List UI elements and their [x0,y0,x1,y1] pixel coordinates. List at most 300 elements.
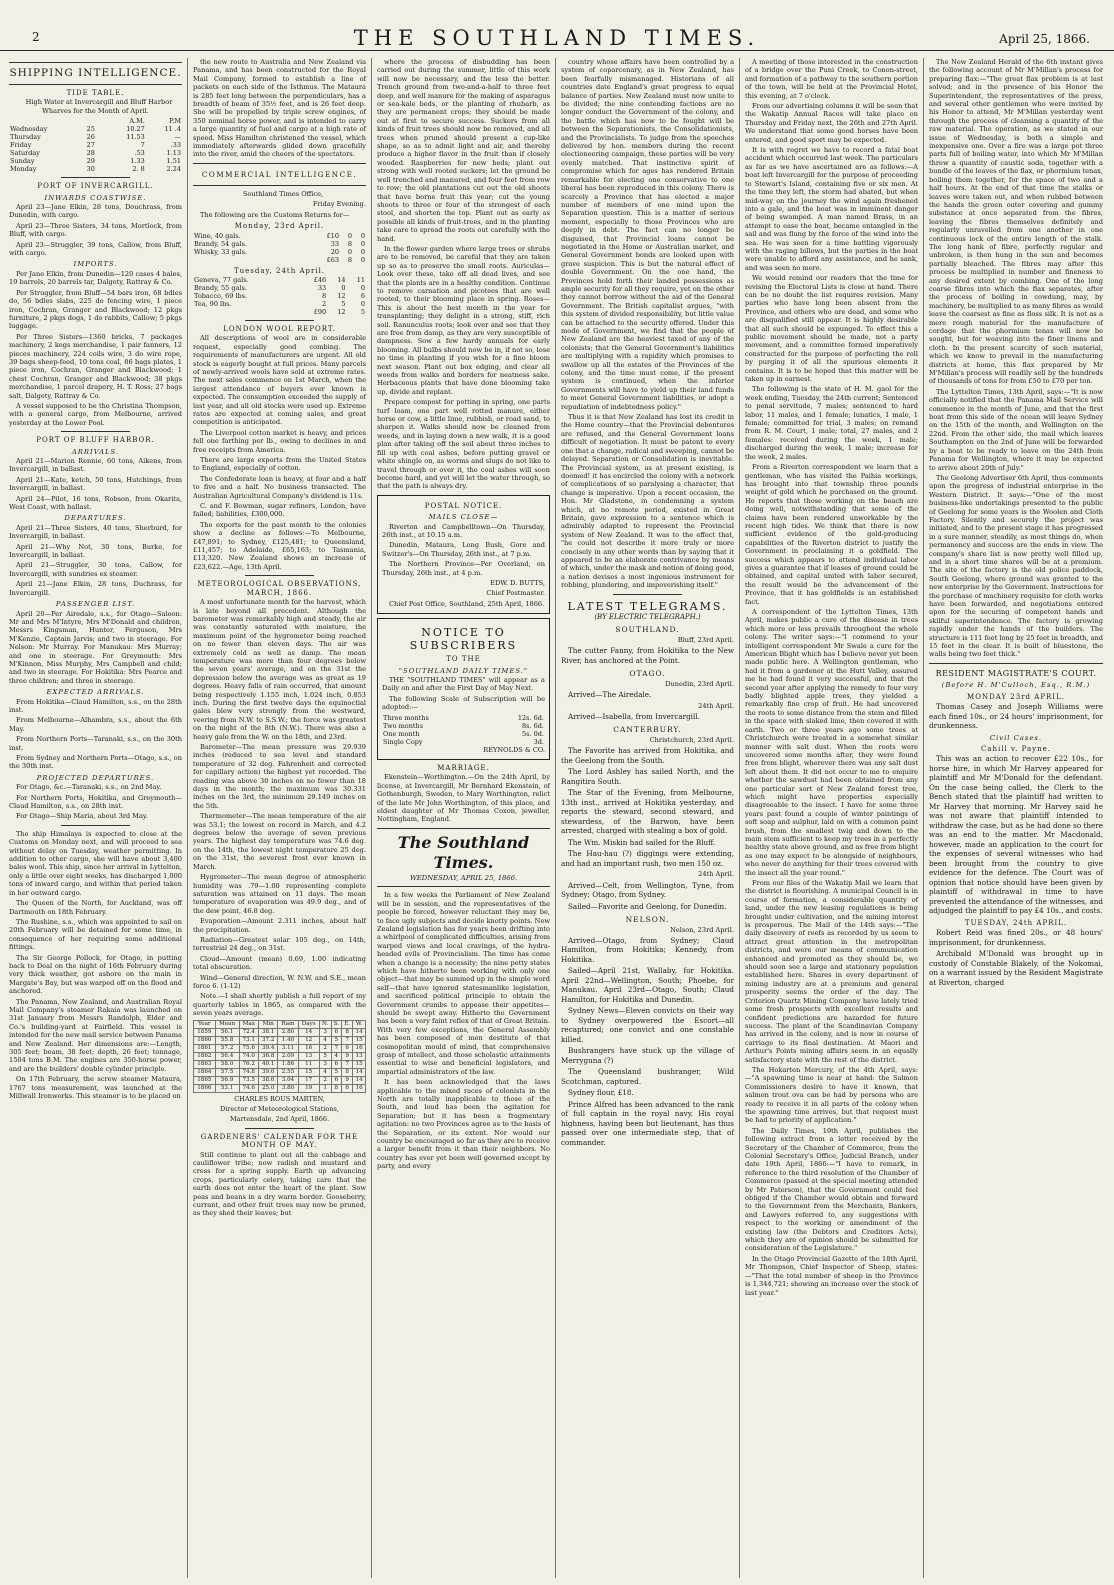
customs-total: 0 [360,255,365,264]
weather-cell: 7 [342,1036,353,1044]
customs-item: Brandy, 54 gals. [194,239,247,248]
article-paragraph: Thermometer—The mean temperature of the air was 53.1; the lowest on record in March, and 4.2 degrees below the average of seven previous years. The highest day temperature was 74.6 deg. on the 14th, the lowest night temperature 25 deg. on the 31st, the severest frost ever known in March. [193,812,366,871]
article-paragraph: Prepare compost for potting in spring, one parts turf loam, one part well rotted manure, either horse or cow, a little lime, rubbish, or road sand, to sharpen it. Walks should now be cleaned from weeds, and in laying down a new walk, it is a good plan after taking off the soil about three inches to fill up with coal ashes, before putting gravel or white shingle on, as worms and slugs do not like to travel through or over it, the coal ashes will soon become hard, and yet will let the water through, so that the path is always dry. [377,398,550,491]
weather-cell: 1864 [194,1068,216,1076]
divider [245,320,314,321]
weather-cell: 5 [331,1068,342,1076]
weather-col-header: Rain [278,1020,298,1028]
customs-shillings: 5 [341,299,346,308]
article-paragraph: The exports for the past month to the colonies show a decline as follows:—To Melbourne, £47,891; to Sydney, £125,481; to Queensland, £11,457; to Adelaide, £65,163; to Tasmania, £13,320. New Zealand shows an increase of £23,622.—Age, 13th April. [193,520,366,571]
weather-cell: 16 [353,1044,366,1052]
weather-cell: 15 [353,1036,366,1044]
weather-cell: 2.80 [278,1028,298,1036]
customs-total: £90 [313,307,327,316]
table-row [194,1044,366,1052]
subscriber-notice-to: TO THE [446,655,481,664]
shipping-entry: April 21—Marion Rennie, 60 tons, Aikens, from Invercargill, in ballast. [9,457,182,474]
weather-col-header: S. [331,1020,342,1028]
subscription-price: 12s. 6d. [517,713,544,722]
postal-signature: EDW. D. BUTTS, [490,578,545,587]
divider [61,825,130,826]
weather-cell: 2.09 [278,1052,298,1060]
subheading-port-invercargill: PORT OF INVERCARGILL. [37,182,154,191]
weather-cell: 25.0 [258,1084,277,1092]
weather-cell: 39.0 [258,1068,277,1076]
local-news-paragraph: The Daily Times, 19th April, publishes the following extract from a letter received by the Secretary of the Chamber of Commerce, from the Colonial Secretary's Office, Judicial Branch, under date 19th April, 1866:—"I have to remark, in reference to the third resolution of the Chamber of Commerce (passed at the special meeting attended by Mr Paterson), that the Government could feel obliged if the Chamber would obtain and forward to the Government from the Merchants, Bankers, and Lawyers referred to, any suggestions with respect to the working or amendment of the existing law (the Debtors and Creditors Acts), which they are of opinion should be submitted for consideration of the Legislature." [745,1126,918,1253]
weather-col-header: Mean [215,1020,239,1028]
table-row [382,730,545,738]
shipping-entry: April 21—Why Not, 30 tons, Burke, for Invercargill, in ballast. [9,542,182,560]
office-line: Southland Times Office, [242,189,324,198]
weather-cell: 17 [298,1076,319,1084]
article-paragraph: Radiation—Greatest solar 105 deg., on 14th, terrestrial 24 deg., on 31st. [193,935,366,953]
subheading-arrivals: ARRIVALS. [71,447,120,456]
table-row [193,248,366,256]
shipping-paragraph: The Queen of the North, for Auckland, was off Dartmouth on 18th February. [9,899,182,916]
shipping-entry: For Northern Ports, Hokitika, and Greymouth—Claud Hamilton, s.s., on 28th inst. [9,793,182,811]
local-news-paragraph: From our files of the Wakatip Mail we learn that the district is flourishing. A municipal Council is in course of formation, a considerable quantity of land, under the new leasing regulations is being brought under cultivation, and the mining interest is prosperous. The Mail of the 14th says:—"The daily discovery of reefs as recorded by us seem to attract great attention in the metropolitan districts, and were our means of communication enhanced and promoted as they should be, we should soon see a large and stationary population established here. Shares in every department of mining industry are at a premium and general prosperity seems the order of the day. The Criterion Quartz Mining Company have lately tried some fresh prospects with excellent results and confident predictions are hazarded for future success. The plant of the Scandinavian Company has arrived in the colony, and is now in course of carriage to its final destination. At Maori and Arthur's Points mining affairs seem in an equally satisfactory state with the rest of the district. [745,879,918,1064]
local-news-paragraph: The Geelong Advertiser 6th April, thus comments upon the progress of industrial enterprise in the Western District. It says:—"One of the most business-like undertakings presented to the public of Geelong for some years is the Woolen and Cloth Factory. Silently and securely the project was initiated, and to the present stage it has progressed in a sure manner, steadily, as most things do, when permanency and success are the ends in view. The company's share list is now pretty well filled up, and in a short time shares will be at a premium. The site of the factory is the old police paddock, South Geelong, where ground was granted to the new enterprise by the Government. Instructions for the purchase of machinery requisite for cloth works have been forwarded, and negotiations entered upon for the securing of competent hands and skilful superintendence. The factory is growing rapidly under the hands of the builders. The structure is 111 feet long by 25 feet in breadth, and 15 feet in the clear. It is built of bluestone, the walls being two feet thick." [929,473,1103,659]
weather-cell: 14 [353,1028,366,1036]
shipping-entry: April 23—Jane Elkin, 28 tons, Douchrass, from Dunedin, with cargo. [9,203,182,220]
table-row [194,1036,366,1044]
shipping-paragraph: The Rushine, s.s., which was appointed to sail on 20th February will be detained for some time, in consequence of her requiring some additional fittings. [9,917,182,952]
article-paragraph: The Liverpool cotton market is heavy, and prices fell one farthing per lb., owing to declines in and free receipts from America. [193,428,366,454]
article-paragraph: Evaporation—Amount 2.311 inches, about half the precipitation. [193,917,366,934]
table-row [194,1060,366,1068]
editorial-paragraph: country whose affairs have been controlled by a system of coparcenary, as in New Zealand, has been fearfully mismanaged. Historians of all countries date England's great progress to equal balance of parties. New Zealand must now unite to be divided; the nine contending factions are no longer conduct the Government of the colony, and the battle which has now to be fought will be between the Separationists, the Consolidationists, and the Provincialists. To judge from the speeches delivered by hon. members during the recent electioneering campaign, these parties will be very evenly matched. That instinctive spirit of compromise which for ages has rendered Britain remarkable for electing one conservative to one liberal has been reproduced in this colony. There is scarcely a Province that has elected a major number of members of one mind upon the Separation question. This is a matter of serious moment, especially to those Provinces who are deeply in debt. The fact can no longer be disguised, that Provincial loans cannot be negotiated in the Home or Australian market, and General Government bonds are looked upon with grave suspicion. This is but the natural effect of double Government. On the one hand, the Provinces hold forth their landed possessions as ample security for all they require, yet on the other they cannot borrow without the aid of the General Government. The British capitalist argues, "with this system of divided responsibility, but little value can be attached to the security offered. Under this mode of Government, we find that the people of New Zealand are the heaviest taxed of any of the colonists; that the General Government's liabilities are multiplying with a rapidity which promises to swallow up all the estates of the Provinces of the colony, and the time must come, if the present system is continued, when the inferior Governments will have to yield up their land funds to meet General Government liabilities, or adopt a repudiation of indebtedness policy." [561,58,734,411]
telegram-item: Arrived—Isabella, from Invercargill. [568,711,700,721]
issue-date: April 25, 1866. [999,32,1090,46]
shipping-paragraph: The Sir George Pollock, for Otago, in putting back to Deal on the night of 16th February during very thick weather, got ashore on the main in Margate's Bay, but was warped off on the flood and anchored. [9,953,182,996]
postal-item: Dunedin, Mataura, Long Bush, Gore and Switzer's—On Thursday, 26th inst., at 7 p.m. [382,541,545,558]
customs-pounds: 8 [322,291,327,300]
weather-cell: 8 [342,1028,353,1036]
article-paragraph: In the flower garden where large trees or shrubs are to be removed, be careful that they are taken up so as to preserve the small roots. Auriculas—Look over these, take off all dead lives, and see that the plants are in a healthy condition. Continue to remove carnation and picotees that are well rooted, to their blooming place in spring. Roses—This is about the best month in the year for transplanting; they delight in a strong, stiff, rich soil. Ranunculus roots; look over and see that they are free from damp, as they are very susceptible of dampness. Sow a few hardy annuals for early blooming. All bulbs should now be in, if not so, lose no time in planting if you wish for a fine bloom next season. Plant out box edging, and clear all weeds from walks and borders for neatness sake. Herbaceous plants that have done blooming take up, divide and replant. [377,244,550,396]
weather-cell: 8 [331,1084,342,1092]
weather-col-header: W. [353,1020,366,1028]
weather-cell: 3.80 [278,1084,298,1092]
shipping-entry: For Otago, &c.—Taranaki, s.s., on 2nd May. [16,783,162,792]
weather-col-header: E. [342,1020,353,1028]
telegram-item: The Lord Ashley has sailed North, and the Rangitira South. [561,767,734,786]
gardeners-calendar-heading: GARDENERS' CALENDAR FOR THE MONTH OF MAY. [200,1132,359,1150]
telegram-region: NELSON. [625,915,670,925]
subheading-inwards: INWARDS COASTWISE. [44,193,147,202]
local-news-paragraph: From a Riverton correspondent we learn that a gentleman, who has visited the Paihia workings, has brought into that township three pounds weight of gold which he purchased on the ground. He reports that those working on the beach are doing well, notwithstanding that some of the claims have been rendered unworkable by the recent high tides. We think that there is now sufficient evidence of the gold-producing capabilities of the Riverton district to justify the Government in proclaiming it a goldfield. The success which appears to attend individual labor gives a guarantee that if leases of ground could be obtained, and capital united with labor secured, the result would be the advancement of the Province, that it has goldfields is an established fact. [745,463,918,606]
shipping-entry: From Melbourne—Alhambra, s.s., about the 6th May. [9,716,182,733]
meteorology-heading: METEOROLOGICAL OBSERVATIONS, MARCH, 1866. [197,580,362,597]
customs-pence: 11 [356,275,365,284]
weather-cell: 3 [319,1028,331,1036]
local-news-paragraph: It is with regret we have to record a fatal boat accident which occurred last week. The particulars as far as we have ascertained are as follows:—A boat left Invercargill for the purpose of proceeding to Stewart's Island, containing five or six men. At the time they left, the storm had abated, but when mid-way on the journey the wind again freshened into a gale, and the boat was in imminent danger of being swamped. A man named Brass, in an attempt to ease the boat, became entangled in the sail and was flung by the force of the wind into the sea. He was seen for a time battling vigorously with the raging billows, but the parties in the boat were unable to afford any assistance, and he sank, and was seen no more. [745,146,918,272]
subheading-expected-arrivals: EXPECTED ARRIVALS. [46,688,145,697]
tide-day: Friday [10,141,32,150]
weather-cell: 4 [331,1052,342,1060]
local-news-paragraph: The New Zealand Herald of the 6th instant gives the following account of Mr M'Millan's process for preparing flax:—"The great flax problem is at last solved; and in the presence of his Honor the Superintendent, the representatives of the press, and several other gentlemen who were invited by his Honor to attend, Mr M'Millan yesterday went through the process of cleansing a quantity of the raw material. The operation, as we stated in our issue of Wednesday, is both a simple and inexpensive one. Over a fire was a large pot three parts full of boiling water, into which Mr M'Millan threw a quantity of caustic soda, together with a bundle of the leaves of the flax, or phormium tenax, boiling them together, for the space of two and a half hours. At the end of that time the stalks or leaves were taken out, and when rubbed between the hands the green outer covering and gummy substance at once separated from the fibres, leaving the fibres themselves definitely and regularly unravelled from one another in one continuous lock of the entire length of the stalk. The long hank of fibre, perfectly regular and unbroken, is then hung in the sun and becomes partially bleached. The fibres may after this process be multiplied in number and fineness to any desired extent by combing. One of the long coarse fibres into which the flax separates, after the process of boiling in cowdung, may, by machinery, be multiplied to as many fibres as would leave the coarsest as fine as floss silk. It is not as a mere rough material for the manufacture of cordage that the phormium tenax will now be sought, but for weaving into the finer linens and cloth. In the present scarcity of such material, which we know to prevail in the manufacturing districts at home, this flax prepared by Mr M'Millan's process will readily sell by the hundreds of thousands of tons for from £50 to £70 per ton. [929,58,1103,386]
court-item: Thomas Casey and Joseph Williams were each fined 10s., or 24 hours' imprisonment, for drunkenness. [929,702,1103,731]
divider [245,1128,314,1129]
shipping-entry: Per Jane Elkin, from Dunedin—120 cases 4 bales, 19 barrels, 20 barrels tar, Dalgety, Rattray & Co. [9,269,182,287]
shipping-entry: From Northern Ports—Taranaki, s.s., on the 30th inst. [9,735,182,752]
table-row [9,141,182,149]
subscriber-notice-heading: NOTICE TO SUBSCRIBERS [409,626,518,653]
tide-intro: High Water at Invercargill and Bluff Harbor Wharves for the Month of April. [25,98,173,115]
customs-total: 8 [347,255,352,264]
column-1 [4,58,188,1578]
tide-date: 28 [86,149,95,158]
customs-item: Brandy, 55 gals. [194,283,247,292]
masthead [0,28,1114,51]
weather-col-header: Max [239,1020,258,1028]
weather-cell: 9 [342,1076,353,1084]
tide-day: Saturday [10,149,40,158]
article-paragraph: Wind—General direction, W. N.W. and S.E., mean force 6. (1-12) [193,973,366,990]
shipping-entry: April 23—Struggler, 39 tons, Callow, from Bluff, with cargo. [9,240,182,258]
weather-cell: 1865 [194,1076,216,1084]
telegram-region: OTAGO. [629,669,666,679]
weather-cell: 57.5 [215,1068,239,1076]
shipping-entry: For Otago—Ship Maria, about 3rd May. [16,812,148,821]
telegram-item: Arrived—Otago, from Sydney; Claud Hamilton, from Hokitika; Kennedy, from Hokitika. [561,935,734,964]
weather-cell: 9 [342,1052,353,1060]
weather-cell: 3.11 [278,1044,298,1052]
tide-pm: 11 .4 [164,125,181,134]
telegram-dateline: 24th April. [698,870,734,879]
weather-cell: 1.86 [278,1060,298,1068]
weather-cell: 38.6 [258,1076,277,1084]
weather-cell: 74.0 [239,1052,258,1060]
telegram-item: Bushrangers have stuck up the village of Merryguna (?) [561,1046,734,1065]
divider [193,163,366,164]
local-news-paragraph: In the Otago Provincial Gazette of the 18th April, Mr Thompson, Chief Inspector of Sheep, states:—"That the total number of sheep in the Province is 1,344,721; showing an increase over the stock of last year." [745,1254,918,1297]
customs-intro: The following are the Customs Returns for— [200,210,350,219]
court-day: MONDAY 23rd APRIL. [967,692,1065,701]
page-number: 2 [32,30,40,44]
table-row [9,157,182,165]
subscription-term: Two months [383,721,424,730]
weather-col-header: Days [298,1020,319,1028]
postal-mails-close: MAILS CLOSE— [428,513,499,522]
court-item: Archibald M'Donald was brought up in custody of Constable Blakely, of the Nokomai, on a warrant issued by the Resident Magistrate at Riverton, charged [929,949,1103,987]
article-paragraph: Barometer—The mean pressure was 29.939 inches (reduced to sea level and standard temperature of 32 deg. Fahrenheit and corrected for capillary action) the highest yet recorded. The reading was above 30 inches on no fewer than 18 days in the month; the maximum was 30.331 inches on the 3rd, the minimum 29.149 inches on the 5th. [193,743,366,810]
table-row [194,1068,366,1076]
divider [377,828,550,829]
weather-cell: 74.6 [239,1084,258,1092]
customs-item: Wine, 40 gals. [194,231,241,240]
customs-pounds: £46 [313,275,327,284]
weather-cell: 1866 [194,1084,216,1092]
subheading-departures: DEPARTURES. [64,514,127,523]
tide-pm: 1.13 [166,149,181,158]
local-news-paragraph: A correspondent of the Lyttelton Times, 13th April, makes public a cure of the disease in trees which more or less prevails throughout the whole colony. The writer says:—"I commend to your intelligent correspondent Mr Swale a cure for the American Blight which has I believe never yet been made public here. A Wellington gentleman, who had it from a gardener at the Hutt Valley, assured me he had found it very successful, and that the second year after applying the remedy to four very badly blighted apple trees, they yielded a remarkably fine crop of fruit. He had uncovered the roots to some distance from the stem and filled in the space with slaked lime, then covered it with earth. Two or three years ago some trees at Christchurch were treated in a somewhat similar manner with salt dust. When the roots were uncovered some months after, they were found free from blight, wherever there was any salt dust left about them. It did not occur to me to enquire whether the sawdust had been obtained from any one particular sort of New Zealand forest tree, which might have properties especially disagreeable to the insect. I have for some three years past found a couple of winter paintings of soft soap and sulphur, laid on with a common paint brush, from the smallest twig and down to the main stem sufficient to keep my trees in a perfectly healthy state above ground, and as free from blight as one may expect to be alongside of neighbours, who never do anything for their trees covered with the insect all the year round." [745,608,918,877]
weather-cell: 6 [331,1028,342,1036]
weather-cell: 19 [298,1084,319,1092]
table-row [194,1084,366,1092]
divider [377,886,550,887]
customs-pence: 0 [360,239,365,248]
weather-cell: 6 [342,1084,353,1092]
postal-notice-heading: POSTAL NOTICE. [424,501,503,510]
court-item: This was an action to recover £22 10s., for horse hire, in which Mr Harvey appeared for plaintiff and Mr M'Donald for the defendant. On the case being called, the Clerk to the Bench stated that the plaintiff had written to Mr Harvey that morning. Mr Harvey said he was not aware that plaintiff intended to withdraw the case, but as he had done so there was an end to the matter. Mr Macdonald, however, made an application to the court for the expenses of several witnesses who had been brought from the country to give evidence for the defence. The Court was of opinion that notice should have been given by plaintiff of withdrawal in time to have prevented the attendance of the witnesses, and adjudged the plaintiff to pay £4 10s., and costs. [929,754,1103,916]
court-item: Robert Reid was fined 20s., or 48 hours' imprisonment, for drunkenness. [929,928,1103,947]
weather-cell: 14 [353,1076,366,1084]
tide-day: Wednesday [10,125,48,134]
customs-pounds: £10 [326,231,339,240]
telegram-item: Sydney flour, £18. [568,1088,634,1098]
tide-pm: .33 [170,141,181,150]
latest-telegrams-heading: LATEST TELEGRAMS. [567,599,728,613]
subscription-term: Single Copy [383,737,423,746]
weather-cell: 3 [319,1060,331,1068]
postal-item: Riverton and Campbelltown—On Thursday, 26th inst., at 10.15 a.m. [382,522,545,539]
telegram-item: Sydney News—Eleven convicts on their way to Sydney overpowered the Escort—all recaptured; one convict and one constable killed. [561,1006,734,1044]
weather-cell: 6 [331,1060,342,1068]
column-2 [188,58,372,1578]
weather-cell: 36.8 [258,1052,277,1060]
subscription-price: 5s. 0d. [522,729,544,738]
signature-title: Director of Meteorological Stations, [220,1105,339,1113]
column-6 [924,58,1108,1578]
customs-shillings: 0 [347,231,352,240]
weather-cell: 74.8 [239,1068,258,1076]
weather-table [193,1020,366,1093]
subscriber-notice-signature: REYNOLDS & CO. [483,745,545,754]
telegram-item: The Queensland bushranger, Wild Scotchman, captured. [561,1067,734,1086]
weather-cell: 76.2 [239,1060,258,1068]
divider [193,185,366,186]
subheading-projected-departures: PROJECTED DEPARTURES. [36,773,155,782]
shipping-entry: From Hokitika—Claud Hamilton, s.s., on the 28th inst. [9,697,182,714]
weather-col-header: Year [194,1020,216,1028]
shipping-paragraph: The Panama, New Zealand, and Australian Royal Mail Company's steamer Rakaia was launched on 31st January from Messrs Randolph, Elder and Co.'s building-yard at Fairfield. This vessel is intended for the new mail service between Panama and New Zealand. Her dimensions are:—Length, 305 feet; beam, 38 feet; depth, 26 feet; tonnage, 1504 tons B.M. The engines are 350-horse power, and are the builders' double cylinder principle. [9,997,182,1073]
article-paragraph: the new route to Australia and New Zealand via Panama, and has been constructed for the Royal Mail Company, formed to establish a line of packets on each side of the Isthmus. The Mataura is 285 feet long between the perpendiculars, has a breadth of beam of 35½ feet, and is 26 feet deep. She will be propelled by triple screw engines, of 350 nominal horse power, and is intended to carry a large quantity of fuel and cargo at a high rate of speed. Miss Hamilton christened the vessel, which immediately afterwards glided down gracefully into the river, amid the cheers of the spectators. [193,58,366,159]
weather-cell: 1 [319,1084,331,1092]
customs-monday-heading: Monday, 23rd April. [234,222,325,231]
weather-cell: 4 [319,1036,331,1044]
telegram-item: The cutter Fanny, from Hokitika to the New River, has anchored at the Point. [561,646,734,665]
signature-date: Martensdale, 2nd April, 1866. [229,1115,330,1124]
weather-cell: 1863 [194,1060,216,1068]
tide-date: 27 [86,141,95,150]
weather-cell: 2 [319,1044,331,1052]
weather-cell: 5 [319,1052,331,1060]
telegram-region: CANTERBURY. [613,725,682,735]
shipping-entry: April 23—Three Sisters, 34 tons, Mortlock, from Bluff, with cargo. [9,221,182,239]
subscriber-notice-text: THE "SOUTHLAND TIMES" will appear as a Daily on and after the First Day of May Next. [382,676,545,693]
table-row [194,1052,366,1060]
tide-am: .53 [134,149,145,158]
newspaper-title: THE SOUTHLAND TIMES. [353,26,761,50]
weather-cell: 73.1 [239,1036,258,1044]
local-news-paragraph: The Hokarten Mercury, of the 4th April, says:—"A spawning time is near at hand: the Salmon Commissioners desire to have it known, that salmon trout ova can be had by persons who are ready to receive it in all parts of the colony when the spawning time arrives, but that request must be had to priority of application." [745,1065,918,1125]
tide-am: 11.53 [126,133,145,142]
weather-cell: 56.4 [215,1052,239,1060]
tide-date: 29 [86,157,95,166]
article-paragraph: There are large exports from the United States to England, especially of cotton. [193,456,366,473]
weather-cell: 8 [342,1068,353,1076]
postal-notice [377,495,550,614]
tide-date: 26 [86,133,95,142]
weather-cell: 6 [331,1076,342,1084]
table-row [9,133,182,141]
tide-pm: 1.51 [166,157,181,166]
weather-cell: 73.5 [239,1076,258,1084]
tide-am: 10.27 [126,125,145,134]
telegram-region: SOUTHLAND. [615,625,680,635]
tide-am: 1.33 [130,157,145,166]
divider [245,575,314,576]
telegram-item: Sailed—April 21st, Wallaby, for Hokitika. April 22nd—Wellington, South; Phoebe, for Manukau. April 23rd—Otago, South; Claud Hamilton, for Hokitika and Dunedin. [561,966,734,1004]
divider [929,663,1103,664]
telegram-dateline: Christchurch, 23rd April. [649,735,734,744]
weather-cell: 53.1 [215,1084,239,1092]
customs-shillings: 8 [347,239,352,248]
article-paragraph: The Confederate loan is heavy, at four and a half to five and a half. No business transacted. The Australian Agricultural Company's dividend is 11s. [193,474,366,500]
signature-name: CHARLES ROUS MARTEN, [234,1094,325,1103]
weather-cell: 56.9 [215,1076,239,1084]
tide-day: Sunday [10,157,35,166]
local-news-paragraph: The following is the state of H. M. gaol for the week ending, Tuesday, the 24th current; Sentenced to penal servitude, 7 males; sentenced to hard labor, 11 males, and 1 female; lunatics, 1 male, 1 female; committed for trial, 3 males; on remand from R. M. Court, 1 male; total, 27 males, and 2 females: received during the week, 1 male; discharged during the week, 1 male; increase for the week, 2 males. [745,385,918,461]
customs-pence: 0 [360,283,365,292]
shipping-entry: April 20—Per Airedale, s.s., for Otago—Saloon: Mr and Mrs M'Intyre, Mrs M'Donald and children, Messrs Kingsman, Hunter, Ferguson, Mrs M'Kenzie, Captain Jarvis; and two in steerage. For Nelson: Mr Murray. For Manukau: Mrs Murray; and one in steerage. For Greymouth: Mrs M'Kinnon, Miss Murphy, Mrs Campbell and child; and two in steerage. For Hokitika: Mrs Pearce and three children; and three in steerage. [9,609,182,685]
table-row [382,722,545,730]
tide-pm: — [174,133,181,142]
tide-date: 25 [86,125,95,134]
table-row [194,1076,366,1084]
article-paragraph: Note.—I shall shortly publish a full report of my quarterly tables in 1865, as compared with the seven years average. [193,992,366,1018]
telegram-item: Arrived—The Airedale. [568,690,652,700]
telegram-dateline: Dunedin, 23rd April. [665,679,734,688]
table-row [9,149,182,157]
table-row [193,292,366,300]
postal-date: Chief Post Office, Southland, 25th April, 1866. [389,599,545,608]
table-total-row [193,308,366,316]
customs-table-tuesday [193,276,366,316]
weather-cell: 16 [298,1044,319,1052]
tide-am: 7 [140,141,145,150]
weather-cell: 12 [298,1036,319,1044]
shipping-entry: Per Three Sisters—1360 bricks, 7 packages machinery, 2 kegs merchandise, 1 pair fanners, 12 pieces machinery, 224 coils wire, 3 do wire rope, 39 bags sheep-feed, 10 tons coal, 86 bags plates, 1 piece iron, Cochran, Granger and Blackwood; 1 chest Cochran, Granger and Blackwood; 38 pkgs merchandise, 1 parcel drapery, H. T. Ross; 27 bags salt, Dalgety, Rattray & Co. [9,332,182,400]
telegram-item: The Star of the Evening, from Melbourne, 13th inst., arrived at Hokitika yesterday, and reports the steward, second steward, and stewardess, of the Barwon, have been arrested, charged with stealing a box of gold. [561,788,734,836]
customs-pounds: 33 [330,239,339,248]
telegram-item: Sailed—Favorite and Geelong, for Dunedin. [568,901,727,911]
weather-cell: 6 [342,1044,353,1052]
tide-day: Monday [10,165,37,174]
customs-item: Tea, 90 lbs. [194,299,232,308]
weather-cell: 57.2 [215,1044,239,1052]
customs-shillings: 0 [341,283,346,292]
shipping-entry: April 21—Three Sisters, 40 tons, Sherburd, for Invercargill, in ballast. [9,523,182,541]
divider [61,177,130,178]
customs-tuesday-heading: Tuesday, 24th April. [233,266,326,275]
editorial-paragraph: In a few weeks the Parliament of New Zealand will be in session, and the representatives of the people be forced, however reluctant they may be, to face ugly subjects and decide knotty points. New Zealand legislation has for years been drifting into a whirlpool of complicated difficulties, arising from warped views and local cravings, of the hydra-headed evils of Provincialism. The time has come when a change is a necessity; the nine petty states which have hitherto been working with only one object—that may be summed up in the simple word self—that have ignored statesmanlike legislation, and sacrificed political principle to obtain the Government crumbs to appease their appetites—should be swept away. Hitherto the Government has been a very faint reflex of that of Great Britain. With very few exceptions, the General Assembly has been composed of men destitute of that cosmopolitan mould of mind, that comprehensive grasp of intellect, and those scholastic attainments essential to wise and beneficial legislators, and impartial administrators of the law. [377,891,550,1076]
weather-cell: 14 [353,1068,366,1076]
section-heading-shipping: SHIPPING INTELLIGENCE. [9,67,182,79]
shipping-entry: April 21—Struggler, 30 tons, Callow, for Invercargill, with sundries ex steamer. [9,561,182,578]
weather-cell: 16 [353,1084,366,1092]
weather-col-header: Min [258,1020,277,1028]
postal-signature-title: Chief Postmaster. [486,589,545,598]
editorial-paragraph: It has been acknowledged that the laws applicable to the mixed races of colonists in the North are totally inapplicable to those of the South, and loud has been the agitation for Separation; but it has been a fragmentary agitation: no two Provinces agree as to the basis of the Separation, or its extent. Nor would our country be encouraged so far as they are to receive a larger benefit from it than their neighbors. No country has ever yet been well governed except by party, and every [377,1078,550,1171]
tide-pm: 2.24 [166,165,181,174]
marriage-notice: Ekenstein—Worthington.—On the 24th April, by license, at Invercargill, Mr Bernhard Ekenstein, of Gothenburgh, Sweden, to Mary Worthington, relict of the late Mr John Worthington, of this place, and eldest daughter of Mr Thomas Coxon, jeweller, Nottingham, England. [377,773,550,824]
subscriber-notice-paper: "SOUTHLAND DAILY TIMES." [398,666,529,675]
subscription-price: 8s. 6d. [522,721,544,730]
article-paragraph: A most unfortunate month for the harvest, which is late beyond all precedent. Although the barometer was remarkably high and steady, the air was constantly saturated with moisture, the maximum point of the hygrometer being reached on no fewer than eleven days. The air was extremely cold as well as damp. The mean temperature was more than four degrees below the seven years' average, and on the 31st the depression below the average was as great as 19 degrees. Heavy falls of rain occurred, that amount being respectively 1.155 inch, 1.024 inch, 0.853 inch. During the first twelve days the equinoctial gales blew very strongly from the westward, veering from N.W. to S.S.W.; the force was greatest on the night of the 8th (N.W.). There was also a heavy gale from the W. on the 18th, and 23rd. [193,598,366,741]
article-paragraph: Still continue to plant out all the cabbage and cauliflower tribe; now radish and mustard and cress for a spring supply. Earth up advancing crops, particularly celery, taking care that the earth does not enter the heart of the plant. Sow peas and beans in a dry warm border. Gooseberry, currant, and other fruit trees may now be pruned, as they shed their leaves; but [193,1150,366,1218]
customs-item: Geneva, 77 gals. [194,275,249,284]
postal-item: The Northern Province—Per Overland, on Thursday, 26th inst., at 4 p.m. [382,560,545,577]
column-3 [372,58,556,1578]
weather-cell: 7 [342,1060,353,1068]
weather-cell: 75.6 [239,1044,258,1052]
shipping-entry: From Sydney and Northern Ports—Otago, s.s., on the 30th inst. [9,754,182,771]
weather-cell: 1.40 [278,1036,298,1044]
customs-item: Tobacco, 69 lbs. [194,291,248,300]
tide-am-header: A.M. [129,117,145,126]
customs-pence: 6 [360,291,365,300]
article-paragraph: All descriptions of wool are in considerable request, especially good combing. The requirements of manufacturers are urgent. All old stock is eagerly bought at full prices. Many parcels of newly-arrived wools have sold at extreme rates. The next sales commence on 1st March, when the largest attendance of buyers ever known is expected. The consumption exceeded the supply of last year, and all old stocks were used up. Extreme rates are expected at coming sales, and great competition is anticipated. [193,334,366,427]
tide-am: 2. 8 [132,165,145,174]
telegram-item: The Hau-hau (?) diggings were extending, and had an important rush, two men 150 oz. [561,849,734,868]
marriage-heading: MARRIAGE. [437,764,490,773]
weather-cell: 5 [331,1036,342,1044]
column-5 [740,58,924,1578]
weather-cell: 39.4 [258,1044,277,1052]
weather-col-header: N. [319,1020,331,1028]
divider [9,62,182,63]
weather-cell: 38.1 [258,1028,277,1036]
table-row [382,738,545,746]
table-row [194,1028,366,1036]
table-row [193,300,366,308]
weather-cell: 56.1 [215,1028,239,1036]
article-paragraph: C. and F. Bowman, sugar refiners, London, have failed; liabilities, £300,000. [193,502,366,519]
subscription-table [382,714,545,746]
subscription-price: 3d. [533,737,544,746]
editorial-masthead: The Southland Times. [397,832,530,872]
weather-cell: 58.0 [215,1060,239,1068]
subheading-passenger-list: PASSENGER LIST. [55,600,136,609]
tide-table [9,117,182,173]
table-row [9,125,182,133]
court-heading: RESIDENT MAGISTRATE'S COURT. [935,668,1097,678]
tide-day: Thursday [10,133,41,142]
telegram-dateline: Nelson, 23rd April. [670,925,734,934]
weather-cell: 7 [331,1044,342,1052]
weather-cell: 1861 [194,1044,216,1052]
office-date: Friday Evening. [312,200,366,209]
weather-cell: 55.8 [215,1036,239,1044]
tide-date: 30 [86,165,95,174]
customs-shillings: 12 [337,291,346,300]
columns [4,58,1108,1578]
column-4 [556,58,740,1578]
tide-pm-header: P.M [169,117,181,126]
customs-pounds: 2 [322,299,327,308]
customs-pence: 0 [360,299,365,308]
weather-cell: 2.55 [278,1068,298,1076]
shipping-entry: April 21—Jane Elkin, 28 tons, Duchrass, for Invercargill. [9,580,182,597]
weather-cell: 1860 [194,1036,216,1044]
tide-table-title: TIDE TABLE. [66,89,125,97]
customs-pence: 0 [360,247,365,256]
table-row [382,714,545,722]
court-case-name: Cahill v. Payne. [981,744,1051,753]
customs-shillings: 14 [337,275,346,284]
table-header-row [194,1020,366,1028]
